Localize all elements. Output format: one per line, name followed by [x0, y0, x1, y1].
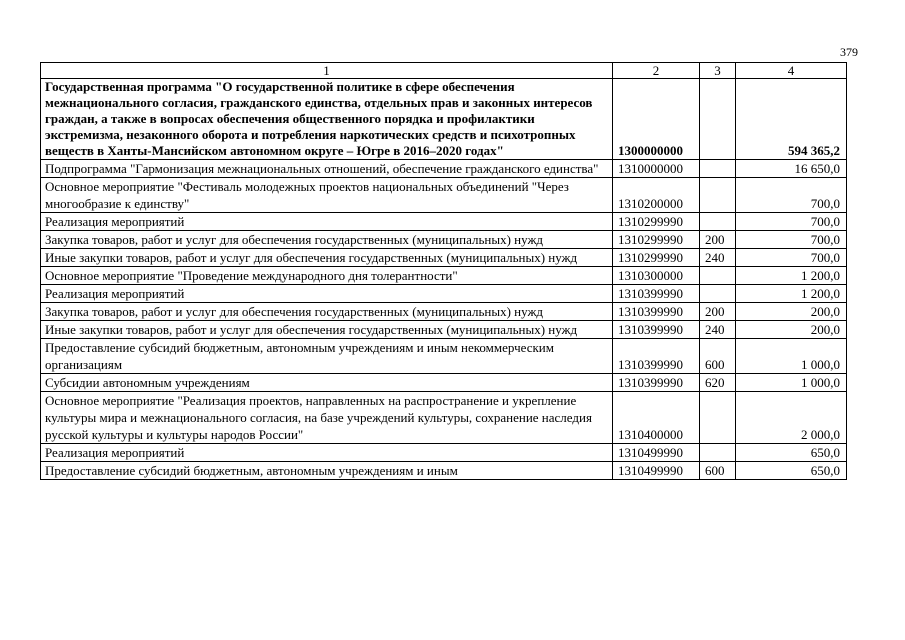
row-code-cell: 1310399990 — [613, 339, 700, 374]
row-type-cell: 200 — [700, 231, 736, 249]
row-name-cell: Реализация мероприятий — [41, 285, 613, 303]
row-code-cell: 1310399990 — [613, 374, 700, 392]
row-name-cell: Государственная программа "О государственной политике в сфере обеспечения межнационального согласия, гражданского единства, отдельных прав и законных интересов граждан, а также в вопросах обеспечения общественного порядка и профилактики экстремизма, незаконного оборота и потребления наркотических средств и психотропных веществ в Ханты-Мансийском автономном округе – Югре в 2016–2020 годах" — [41, 79, 613, 160]
row-amount-cell: 200,0 — [736, 321, 847, 339]
row-name-cell: Основное мероприятие "Реализация проектов, направленных на распространение и укрепление культуры мира и межнационального согласия, на базе учреждений культуры, сохранение наследия русской культуры и культуры народов России" — [41, 392, 613, 444]
row-code-cell: 1310400000 — [613, 392, 700, 444]
row-code-cell: 1310399990 — [613, 303, 700, 321]
row-amount-cell: 2 000,0 — [736, 392, 847, 444]
table-row — [41, 267, 847, 285]
table-row — [41, 462, 847, 480]
row-type-cell — [700, 285, 736, 303]
table-header-row — [41, 63, 847, 79]
row-code-cell: 1310300000 — [613, 267, 700, 285]
row-type-cell: 620 — [700, 374, 736, 392]
row-amount-cell: 594 365,2 — [736, 79, 847, 160]
row-amount-cell: 1 000,0 — [736, 374, 847, 392]
header-cell-4: 4 — [736, 63, 847, 79]
header-cell-2: 2 — [613, 63, 700, 79]
row-amount-cell: 650,0 — [736, 444, 847, 462]
row-name-cell: Предоставление субсидий бюджетным, автономным учреждениям и иным — [41, 462, 613, 480]
row-name-cell: Подпрограмма "Гармонизация межнациональных отношений, обеспечение гражданского единства" — [41, 160, 613, 178]
row-name-cell: Основное мероприятие "Проведение международного дня толерантности" — [41, 267, 613, 285]
row-amount-cell: 200,0 — [736, 303, 847, 321]
row-name-cell: Иные закупки товаров, работ и услуг для обеспечения государственных (муниципальных) нужд — [41, 321, 613, 339]
row-code-cell: 1310499990 — [613, 462, 700, 480]
row-code-cell: 1310299990 — [613, 231, 700, 249]
row-type-cell — [700, 392, 736, 444]
row-amount-cell: 700,0 — [736, 213, 847, 231]
table-row — [41, 249, 847, 267]
row-amount-cell: 700,0 — [736, 178, 847, 213]
row-type-cell — [700, 267, 736, 285]
table-row — [41, 374, 847, 392]
row-type-cell — [700, 79, 736, 160]
row-code-cell: 1310200000 — [613, 178, 700, 213]
row-type-cell — [700, 178, 736, 213]
row-code-cell: 1310399990 — [613, 321, 700, 339]
table-row — [41, 321, 847, 339]
table-body — [41, 63, 847, 480]
row-type-cell: 600 — [700, 462, 736, 480]
row-amount-cell: 1 200,0 — [736, 285, 847, 303]
row-code-cell: 1310499990 — [613, 444, 700, 462]
row-code-cell: 1310399990 — [613, 285, 700, 303]
row-name-cell: Реализация мероприятий — [41, 213, 613, 231]
table-row — [41, 79, 847, 160]
row-name-cell: Закупка товаров, работ и услуг для обеспечения государственных (муниципальных) нужд — [41, 303, 613, 321]
row-type-cell — [700, 213, 736, 231]
row-amount-cell: 700,0 — [736, 249, 847, 267]
header-cell-3: 3 — [700, 63, 736, 79]
table-row — [41, 444, 847, 462]
row-name-cell: Иные закупки товаров, работ и услуг для обеспечения государственных (муниципальных) нужд — [41, 249, 613, 267]
row-type-cell — [700, 160, 736, 178]
row-name-cell: Субсидии автономным учреждениям — [41, 374, 613, 392]
table-row — [41, 231, 847, 249]
row-code-cell: 1310000000 — [613, 160, 700, 178]
row-amount-cell: 1 200,0 — [736, 267, 847, 285]
row-type-cell: 240 — [700, 249, 736, 267]
row-amount-cell: 650,0 — [736, 462, 847, 480]
row-code-cell: 1310299990 — [613, 249, 700, 267]
page-number: 379 — [840, 45, 858, 59]
row-type-cell: 240 — [700, 321, 736, 339]
table-row — [41, 160, 847, 178]
table-row — [41, 213, 847, 231]
row-amount-cell: 700,0 — [736, 231, 847, 249]
row-code-cell: 1310299990 — [613, 213, 700, 231]
table-row — [41, 392, 847, 444]
row-name-cell: Реализация мероприятий — [41, 444, 613, 462]
table-row — [41, 339, 847, 374]
row-code-cell: 1300000000 — [613, 79, 700, 160]
row-type-cell — [700, 444, 736, 462]
table-row — [41, 285, 847, 303]
row-name-cell: Основное мероприятие "Фестиваль молодежных проектов национальных объединений "Через многообразие к единству" — [41, 178, 613, 213]
row-name-cell: Предоставление субсидий бюджетным, автономным учреждениям и иным некоммерческим организациям — [41, 339, 613, 374]
header-cell-1: 1 — [41, 63, 613, 79]
table-row — [41, 303, 847, 321]
row-type-cell: 200 — [700, 303, 736, 321]
row-amount-cell: 16 650,0 — [736, 160, 847, 178]
row-name-cell: Закупка товаров, работ и услуг для обеспечения государственных (муниципальных) нужд — [41, 231, 613, 249]
table-row — [41, 178, 847, 213]
budget-table — [40, 62, 847, 480]
row-amount-cell: 1 000,0 — [736, 339, 847, 374]
row-type-cell: 600 — [700, 339, 736, 374]
